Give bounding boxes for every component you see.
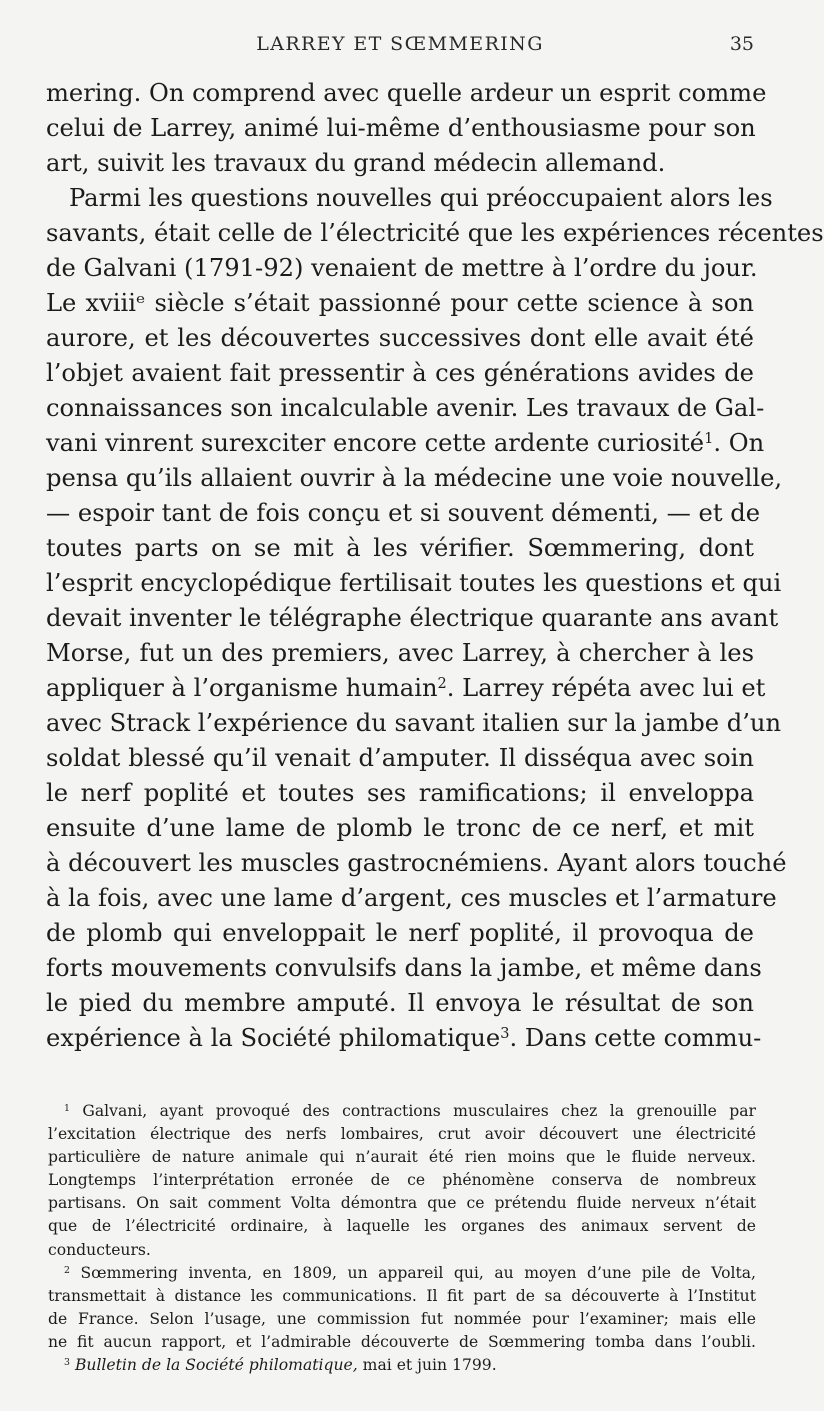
footnote-line: partisans. On sait comment Volta démontra que ce prétendu fluide nerveux n’était [48,1194,756,1213]
footnote-line: ne fit aucun rapport, et l’admirable découverte de Sœmmering tomba dans l’oubli. [48,1332,756,1351]
text-line: de plomb qui enveloppait le nerf poplité, il provoqua de [46,919,754,947]
text-line: connaissances son incalculable avenir. Les travaux de Gal- [46,394,765,422]
footnote-title: Bulletin de la Société philomatique, [74,1356,358,1375]
text-segment: appliquer à l’organisme humain [46,674,438,702]
text-line: l’esprit encyclopédique fertilisait toutes les questions et qui [46,569,782,597]
text-line: — espoir tant de fois conçu et si souvent démenti, — et de [46,499,761,527]
page-header [46,28,754,62]
text-line: avec Strack l’expérience du savant italien sur la jambe d’un [46,709,782,737]
footnote-line: l’excitation électrique des nerfs lombaires, crut avoir découvert une électricité [48,1125,756,1144]
text-line: l’objet avaient fait pressentir à ces générations avides de [46,359,754,387]
text-line: le pied du membre amputé. Il envoya le résultat de son [46,989,754,1017]
footnote-line: Longtemps l’interprétation erronée de ce phénomène conserva de nombreux [48,1171,756,1190]
footnotes [48,1100,756,1377]
body-text [46,76,824,1056]
text-line: soldat blessé qu’il venait d’amputer. Il disséqua avec soin [46,744,754,772]
footnote-line: de France. Selon l’usage, une commission fut nommée pour l’examiner; mais elle [48,1309,756,1328]
text-segment: Galvani, ayant provoqué des contractions musculaires chez la grenouille par [82,1102,756,1120]
text-line: mering. On comprend avec quelle ardeur un esprit comme [46,79,767,107]
text-segment: mai et juin 1799. [357,1356,497,1375]
text-segment: . On [713,429,765,457]
text-segment: vani vinrent surexciter encore cette ardente curiosité [46,429,705,457]
page-number: 35 [729,33,754,55]
text-line: forts mouvements convulsifs dans la jambe, et même dans [46,954,762,982]
footnote-line: transmettait à distance les communications. Il fit part de sa découverte à l’Institut [48,1286,756,1305]
footnote-line [48,1262,756,1285]
text-segment: expérience à la Société philomatique [46,1024,501,1052]
text-line [46,426,765,461]
footnote-line [48,1100,756,1123]
footnote-marker: 1 [64,1102,70,1114]
text-line: aurore, et les découvertes successives dont elle avait été [46,324,754,352]
footnote-line: que de l’électricité ordinaire, à laquelle les organes des animaux servent de [48,1217,756,1236]
text-line [46,671,766,706]
text-line: de Galvani (1791-92) venaient de mettre à l’ordre du jour. [46,254,758,282]
footnote-marker: 3 [64,1356,70,1368]
text-line: à la fois, avec une lame d’argent, ces muscles et l’armature [46,884,777,912]
footnote-ref: 2 [437,676,447,693]
text-line: Parmi les questions nouvelles qui préoccupaient alors les [69,184,773,212]
text-segment: . Dans cette commu- [509,1024,762,1052]
running-title: LARREY ET SŒMMERING [256,33,544,55]
text-segment: Sœmmering inventa, en 1809, un appareil qui, au moyen d’une pile de Volta, [80,1263,756,1282]
text-line: Le xviiiᵉ siècle s’était passionné pour cette science à son [46,289,754,317]
footnote-ref: 3 [500,1026,510,1043]
text-line: à découvert les muscles gastrocnémiens. Ayant alors touché [46,849,787,877]
text-line: savants, était celle de l’électricité que les expériences récentes [46,219,824,247]
text-line: art, suivit les travaux du grand médecin allemand. [46,149,666,177]
footnote-line [48,1354,756,1377]
footnote-line: particulière de nature animale qui n’aurait été rien moins que le fluide nerveux. [48,1148,756,1167]
text-line: le nerf poplité et toutes ses ramifications; il enveloppa [46,779,754,807]
footnote-ref: 1 [704,431,714,448]
text-line: ensuite d’une lame de plomb le tronc de ce nerf, et mit [46,814,754,842]
text-line: pensa qu’ils allaient ouvrir à la médecine une voie nouvelle, [46,464,783,492]
footnote-line: conducteurs. [48,1240,151,1259]
text-line: devait inventer le télégraphe électrique quarante ans avant [46,604,779,632]
text-segment: . Larrey répéta avec lui et [446,674,766,702]
text-line [46,1021,762,1056]
text-line: celui de Larrey, animé lui-même d’enthousiasme pour son [46,114,756,142]
footnote-marker: 2 [64,1264,70,1276]
text-line: toutes parts on se mit à les vérifier. Sœmmering, dont [46,534,754,562]
text-line: Morse, fut un des premiers, avec Larrey, à chercher à les [46,639,754,667]
